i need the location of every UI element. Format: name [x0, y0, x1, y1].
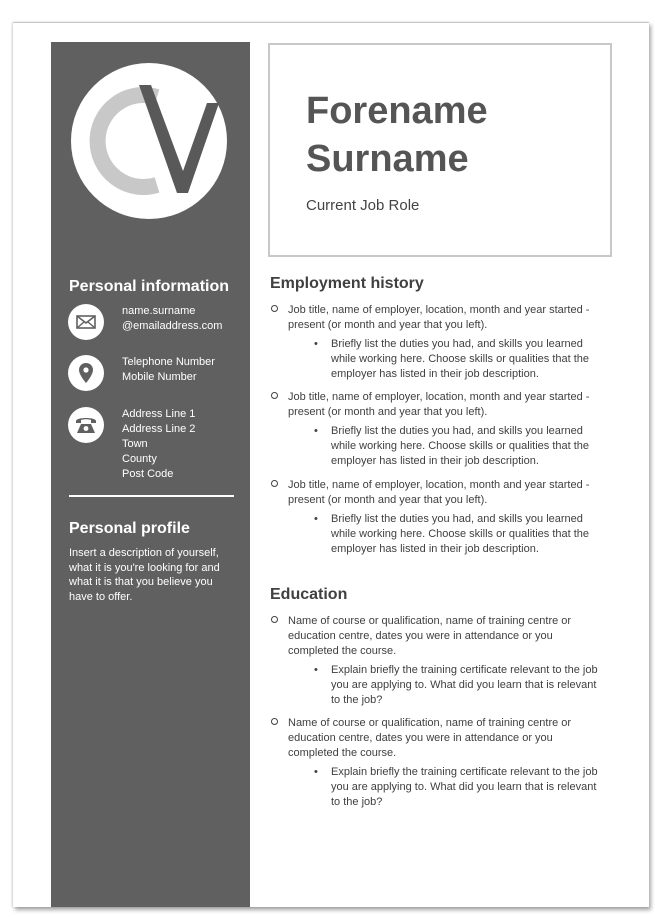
- education-entry: [270, 614, 600, 708]
- employment-heading: Employment history: [270, 275, 424, 292]
- employment-main-text: Job title, name of employer, location, month and year started - present (or month and year that you left).: [288, 304, 590, 331]
- cv-logo-graphic: [71, 63, 227, 219]
- forename: Forename: [306, 90, 488, 132]
- phone-text: [122, 355, 215, 385]
- address-line-1: Address Line 1: [122, 408, 196, 420]
- job-role: Current Job Role: [306, 197, 420, 214]
- bullet-icon: •: [314, 766, 318, 778]
- email-line-1: name.surname: [122, 305, 196, 317]
- address-text: [122, 407, 195, 482]
- employment-sub-text: Briefly list the duties you had, and skills you learned while working here. Choose skills or qualities that the employer has listed in their job description.: [331, 425, 590, 467]
- bullet-icon: •: [314, 664, 318, 676]
- sidebar-divider: [69, 495, 234, 497]
- employment-entry: [270, 303, 600, 382]
- education-entry: [270, 716, 600, 810]
- bullet-icon: •: [314, 338, 318, 350]
- education-sub-text: Explain briefly the training certificate relevant to the job you are applying to. What did you learn that is relevant to the job?: [331, 664, 598, 706]
- hollow-bullet-icon: [271, 392, 278, 399]
- phone-line-1: Telephone Number: [122, 356, 215, 368]
- education-main-text: Name of course or qualification, name of training centre or education centre, dates you were in attendance or you completed the course.: [288, 717, 572, 759]
- personal-profile-heading: Personal profile: [69, 520, 190, 537]
- employment-sub-text: Briefly list the duties you had, and skills you learned while working here. Choose skills or qualities that the employer has listed in their job description.: [331, 338, 590, 380]
- map-pin-icon: [68, 355, 104, 391]
- phone-line-2: Mobile Number: [122, 371, 197, 383]
- name-box: [268, 43, 612, 257]
- sidebar: [51, 42, 250, 907]
- cv-page: [13, 22, 649, 907]
- employment-sub-text: Briefly list the duties you had, and skills you learned while working here. Choose skills or qualities that the employer has listed in their job description.: [331, 513, 590, 555]
- personal-info-heading: Personal information: [69, 278, 230, 295]
- telephone-icon: [68, 407, 104, 443]
- employment-main-text: Job title, name of employer, location, month and year started - present (or month and year that you left).: [288, 479, 590, 506]
- cv-logo-icon: [71, 63, 227, 219]
- bullet-icon: •: [314, 513, 318, 525]
- address-town: Town: [122, 438, 148, 450]
- envelope-icon: [68, 304, 104, 340]
- hollow-bullet-icon: [271, 616, 278, 623]
- email-line-2: @emailaddress.com: [122, 320, 223, 332]
- email-text: [122, 304, 222, 334]
- address-county: County: [122, 453, 157, 465]
- education-sub-text: Explain briefly the training certificate relevant to the job you are applying to. What did you learn that is relevant to the job?: [331, 766, 598, 808]
- bullet-icon: •: [314, 425, 318, 437]
- personal-profile-text: Insert a description of yourself, what it is you're looking for and what it is that you believe you have to offer.: [69, 547, 220, 603]
- employment-main-text: Job title, name of employer, location, month and year started - present (or month and year that you left).: [288, 391, 590, 418]
- education-heading: Education: [270, 586, 348, 603]
- hollow-bullet-icon: [271, 305, 278, 312]
- surname: Surname: [306, 138, 469, 180]
- employment-entry: [270, 390, 600, 469]
- address-line-2: Address Line 2: [122, 423, 196, 435]
- hollow-bullet-icon: [271, 718, 278, 725]
- education-main-text: Name of course or qualification, name of training centre or education centre, dates you were in attendance or you completed the course.: [288, 615, 572, 657]
- hollow-bullet-icon: [271, 480, 278, 487]
- employment-entry: [270, 478, 600, 557]
- address-postcode: Post Code: [122, 468, 174, 480]
